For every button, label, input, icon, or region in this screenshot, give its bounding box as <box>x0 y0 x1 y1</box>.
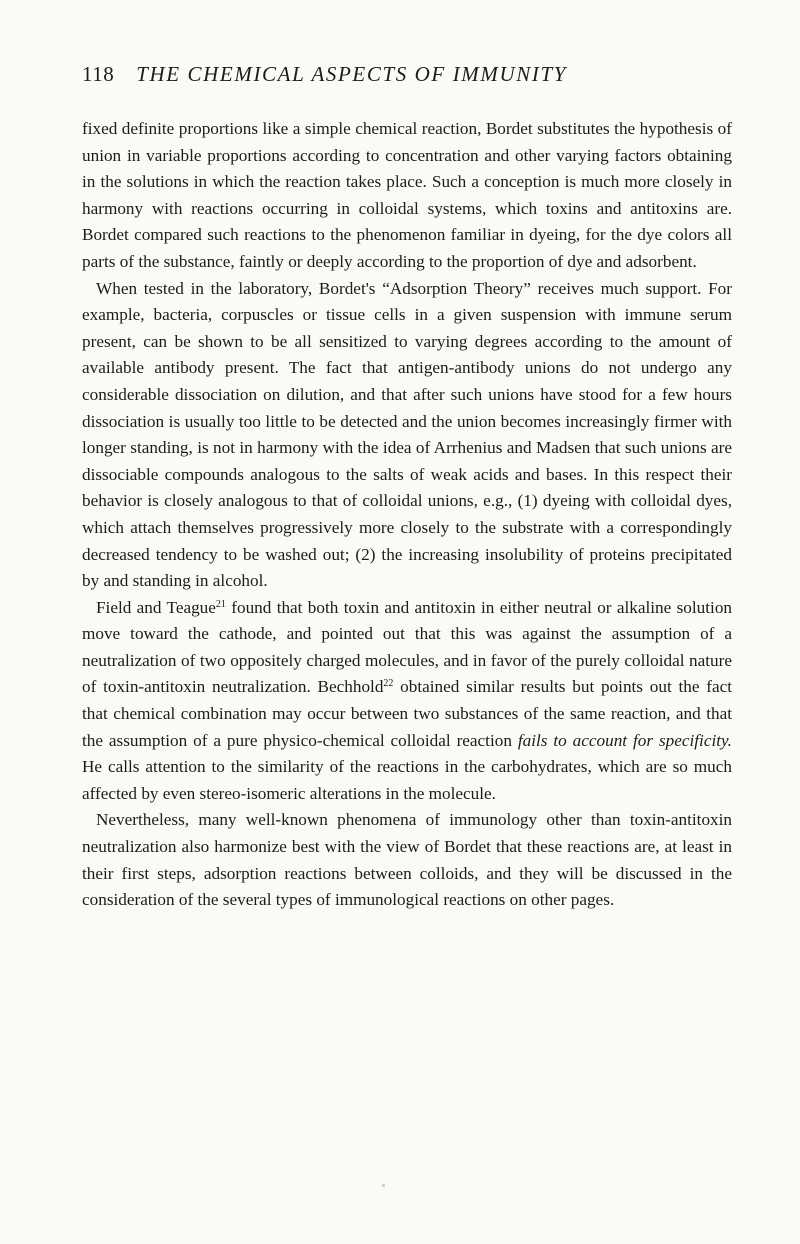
footnote-ref-22: 22 <box>383 678 394 690</box>
running-head: THE CHEMICAL ASPECTS OF IMMUNITY <box>136 62 568 86</box>
book-page <box>82 62 732 914</box>
paragraph-3-text-c: obtained similar results but points out the fact that chemical combination may occur between two substances of the same reaction, and that the assumption of a pure physico-chemical colloidal reaction <box>82 677 732 750</box>
page-number: 118 <box>82 62 115 86</box>
paragraph-3-text-d: He calls attention to the similarity of the reactions in the carbohydrates, which are so much affected by even stereo-isomeric alterations in the molecule. <box>82 757 732 803</box>
paragraph-3-emphasis: fails to account for specificity. <box>517 730 732 750</box>
paragraph-3-text-a: Field and Teague <box>96 597 216 617</box>
page-header <box>82 62 732 96</box>
paragraph-1: fixed definite proportions like a simple chemical reaction, Bordet substitutes the hypothesis of union in variable proportions according to concentration and other varying factors obtaining in the solutions in which the reaction takes place. Such a conception is much more closely in harmony with reactions occurring in colloidal systems, which toxins and antitoxins are. Bordet compared such reactions to the phenomenon familiar in dyeing, for the dye colors all parts of the substance, faintly or deeply according to the proportion of dye and adsorbent. <box>82 119 732 271</box>
paragraph-3 <box>82 595 732 808</box>
body-text <box>82 116 732 914</box>
paragraph-2: When tested in the laboratory, Bordet's “Adsorption Theory” receives much support. For example, bacteria, corpuscles or tissue cells in a given suspension with immune serum present, can be shown to be all sensitized to varying degrees according to the amount of available antibody present. The fact that antigen-antibody unions do not undergo any considerable dissociation on dilution, and that after such unions have stood for a few hours dissociation is usually too little to be detected and the union becomes increasingly firmer with longer standing, is not in harmony with the idea of Arrhenius and Madsen that such unions are dissociable compounds analogous to the salts of weak acids and bases. In this respect their behavior is closely analogous to that of colloidal unions, e.g., (1) dyeing with colloidal dyes, which attach themselves progressively more closely to the substrate with a correspondingly decreased tendency to be washed out; (2) the increasing insolubility of proteins precipitated by and standing in alcohol. <box>82 278 732 591</box>
paragraph-3-text-b: found that both toxin and antitoxin in either neutral or alkaline solution move toward the cathode, and pointed out that this was against the assumption of a neutralization of two oppositely charged molecules, and in favor of the purely colloidal nature of toxin-antitoxin neutralization. Bechhold <box>82 597 733 697</box>
paragraph-4: Nevertheless, many well-known phenomena of immunology other than toxin-antitoxin neutralization also harmonize best with the view of Bordet that these reactions are, at least in their first steps, adsorption reactions between colloids, and they will be discussed in the consideration of the several types of immunological reactions on other pages. <box>82 810 732 910</box>
footnote-ref-21: 21 <box>215 598 226 610</box>
paper-speck <box>382 1184 385 1187</box>
